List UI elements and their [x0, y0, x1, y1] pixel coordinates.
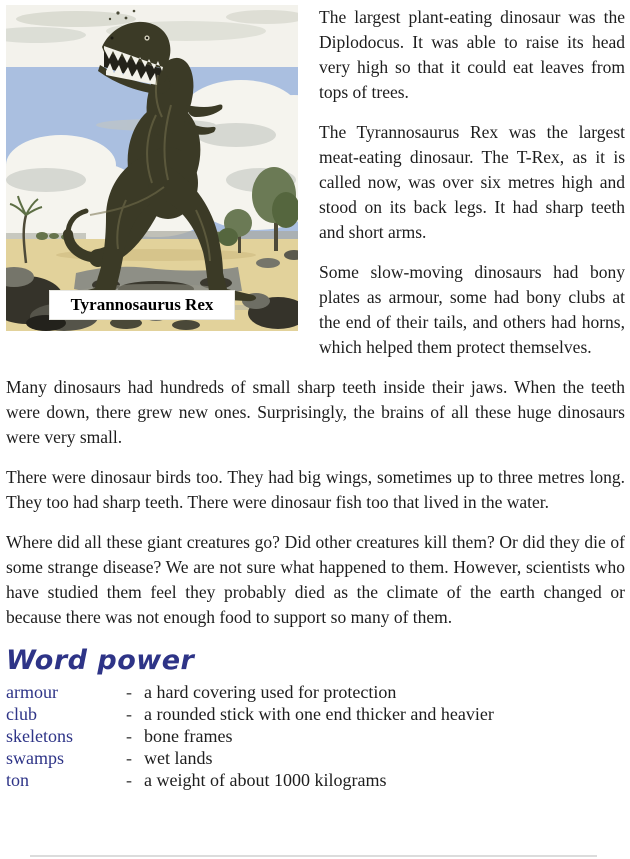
glossary-definition: a weight of about 1000 kilograms	[144, 770, 387, 790]
page-footer-line	[30, 855, 597, 857]
article-text	[6, 5, 625, 630]
glossary-separator: -	[126, 748, 132, 768]
glossary-word: club	[6, 704, 37, 724]
word-power-section	[6, 645, 625, 791]
glossary-definition: a hard covering used for protection	[144, 682, 397, 702]
glossary-row	[6, 703, 625, 725]
glossary-separator: -	[126, 682, 132, 702]
word-power-heading: Word power	[6, 645, 195, 676]
glossary-word: armour	[6, 682, 58, 702]
glossary-separator: -	[126, 770, 132, 790]
glossary-separator: -	[126, 704, 132, 724]
glossary-row	[6, 747, 625, 769]
paragraph-diplodocus: The largest plant-eating dinosaur was the Diplodocus. It was able to raise its head very high so that it could eat leaves from tops of trees.	[319, 7, 625, 102]
paragraph-extinction: Where did all these giant creatures go? Did other creatures kill them? Or did they die of some strange disease? We are not sure what happened to them. However, scientists who have studied them feel they probably died as the climate of the earth changed or because there was not enough food to support so many of them.	[6, 532, 625, 627]
glossary-definition: wet lands	[144, 748, 213, 768]
glossary-separator: -	[126, 726, 132, 746]
glossary-definition: bone frames	[144, 726, 233, 746]
paragraph-armour: Some slow-moving dinosaurs had bony plates as armour, some had bony clubs at the end of their tails, and others had horns, which helped them protect themselves.	[319, 262, 625, 357]
trex-illustration-image	[6, 5, 298, 331]
paragraph-teeth: Many dinosaurs had hundreds of small sharp teeth inside their jaws. When the teeth were down, there grew new ones. Surprisingly, the brains of all these huge dinosaurs were very small.	[6, 377, 625, 447]
paragraph-trex: The Tyrannosaurus Rex was the largest meat-eating dinosaur. The T-Rex, as it is called now, was over six metres high and stood on its back legs. It had sharp teeth and short arms.	[319, 122, 625, 242]
glossary-word: swamps	[6, 748, 64, 768]
glossary-word: ton	[6, 770, 30, 790]
glossary-row	[6, 769, 625, 791]
glossary-row	[6, 725, 625, 747]
glossary-word: skeletons	[6, 726, 73, 746]
trex-figure	[6, 5, 298, 331]
glossary-definition: a rounded stick with one end thicker and heavier	[144, 704, 494, 724]
glossary-row	[6, 681, 625, 703]
paragraph-dino-birds: There were dinosaur birds too. They had big wings, sometimes up to three metres long. They too had sharp teeth. There were dinosaur fish too that lived in the water.	[6, 467, 625, 512]
figure-caption: Tyrannosaurus Rex	[50, 291, 234, 319]
